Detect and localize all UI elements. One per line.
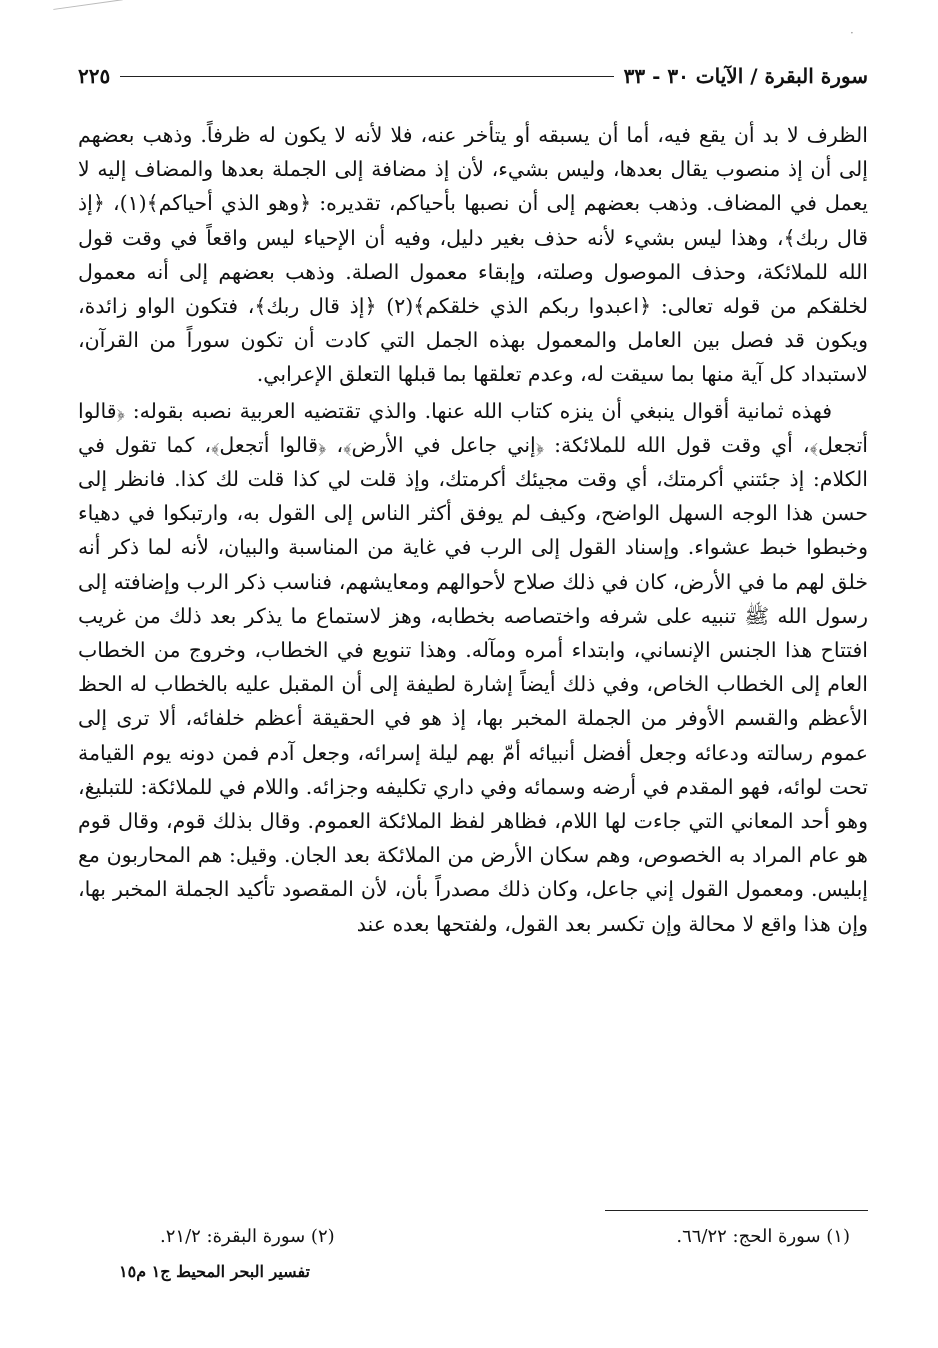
footnote-2: (٢) سورة البقرة: ٢١/٢. [160, 1226, 335, 1247]
page-number: ٢٢٥ [78, 64, 111, 88]
paragraph: فهذه ثمانية أقوال ينبغي أن ينزه كتاب الله عنها. والذي تقتضيه العربية نصبه بقوله: ﴿قالوا أتجعل﴾، أي وقت قول الله للملائكة: ﴿إني جاعل في الأرض﴾، ﴿قالوا أتجعل﴾، كما تقول في الكلام: إذ جئتني أكرمتك، أي وقت مجيئك أكرمتك، وإذ قلت لي كذا قلت لك كذا. فانظر إلى حسن هذا الوجه السهل الواضح، وكيف لم يوفق أكثر الناس إلى القول به، وارتبكوا في دهياء وخبطوا خبط عشواء. وإسناد القول إلى الرب في غاية من المناسبة والبيان، لأنه لما ذكر أنه خلق لهم ما في الأرض، كان في ذلك صلاح لأحوالهم ومعايشهم، فناسب ذكر الرب وإضافته إلى رسول الله ﷺ تنبيه على شرفه واختصاصه بخطابه، وهز لاستماع ما يذكر بعد ذلك من غريب افتتاح هذا الجنس الإنساني، وابتداء أمره ومآله. وهذا تنويع في الخطاب، وخروج من الخطاب العام إلى الخطاب الخاص، وفي ذلك أيضاً إشارة لطيفة إلى أن المقبل عليه بالخطاب له الحظ الأعظم والقسم الأوفر من الجملة المخبر بها، إذ هو في الحقيقة أعظم خلفائه، ألا ترى إلى عموم رسالته ودعائه وجعل أفضل أنبيائه أمّ بهم ليلة إسرائه، وجعل آدم فمن دونه يوم القيامة تحت لوائه، فهو المقدم في أرضه وسمائه وفي داري تكليفه وجزائه. واللام في للملائكة: للتبليغ، وهو أحد المعاني التي جاءت لها اللام، فظاهر لفظ الملائكة العموم. وقال بذلك قوم، وقال قوم هو عام المراد به الخصوص، وهم سكان الأرض من الملائكة بعد الجان. وقيل: هم المحاربون مع إبليس. ومعمول القول إني جاعل، وكان ذلك مصدراً بأن، لأن المقصود تأكيد الجملة المخبر بها، وإن هذا واقع لا محالة وإن تكسر بعد القول، ولفتحها بعده عند [78, 398, 868, 936]
printer-signature: تفسير البحر المحيط ج١ م١٥ [119, 1262, 310, 1281]
footnote-rule [605, 1210, 868, 1211]
running-header [78, 60, 868, 92]
scan-dots: · [850, 26, 854, 40]
scan-mark [53, 0, 124, 24]
footnotes [160, 1226, 850, 1256]
surah-title: سورة البقرة / الآيات ٣٠ - ٣٣ [623, 64, 868, 88]
footnote-1: (١) سورة الحج: ٦٦/٢٢. [676, 1226, 850, 1247]
main-text [78, 118, 868, 941]
paragraph: الظرف لا بد أن يقع فيه، أما أن يسبقه أو يتأخر عنه، فلا لأنه لا يكون له ظرفاً. وذهب بعضهم إلى أن إذ منصوب يقال بعدها، وليس بشيء، لأن إذ مضافة إلى الجملة بعدها والمضاف إليه لا يعمل في المضاف. وذهب بعضهم إلى أن نصبها بأحياكم، تقديره: ﴿وهو الذي أحياكم﴾(١)، ﴿إذ قال ربك﴾، وهذا ليس بشيء لأنه حذف بغير دليل، وفيه أن الإحياء ليس واقعاً في وقت قول الله للملائكة، وحذف الموصول وصلته، وإبقاء معمول الصلة. وذهب بعضهم إلى أنه معمول لخلقكم من قوله تعالى: ﴿اعبدوا ربكم الذي خلقكم﴾(٢) ﴿إذ قال ربك﴾، فتكون الواو زائدة، ويكون قد فصل بين العامل والمعمول بهذه الجمل التي كادت أن تكون سوراً من القرآن، لاستبداد كل آية منها بما سيقت له، وعدم تعلقها بما قبلها التعلق الإعرابي. [78, 123, 868, 387]
header-rule [120, 76, 613, 77]
